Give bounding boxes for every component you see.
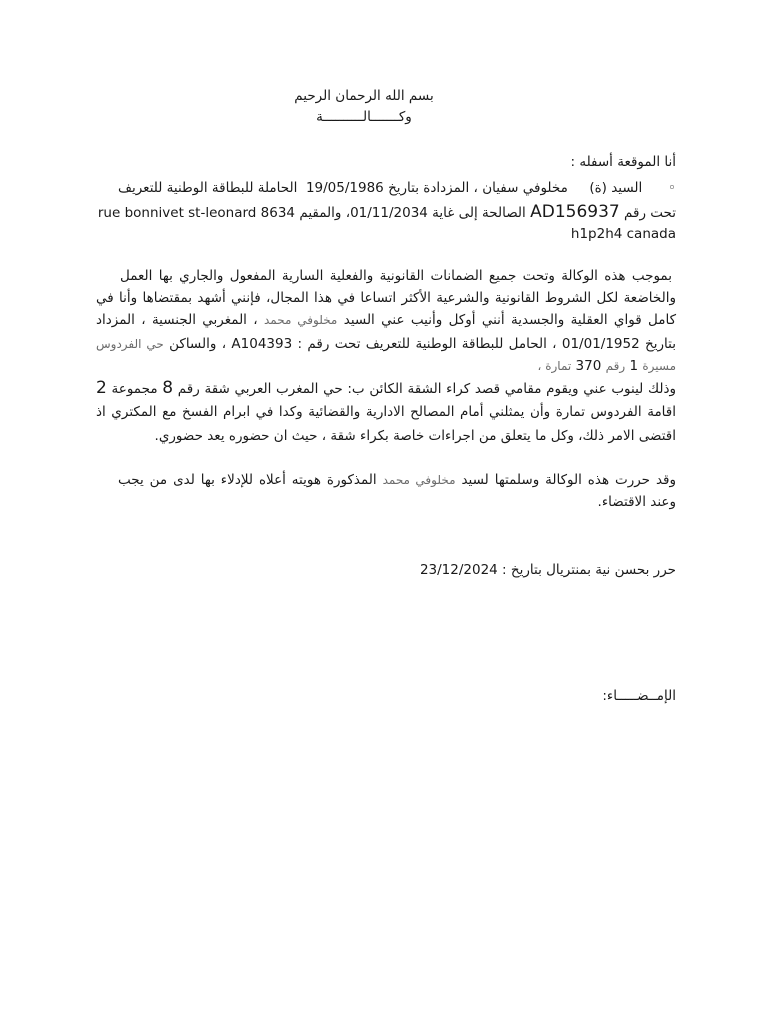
agent-address-num2: 370 bbox=[575, 358, 602, 374]
p2-apartment-number: 8 bbox=[162, 378, 174, 398]
p3-line1-a: وقد حررت هذه الوكالة وسلمتها لسيد bbox=[461, 472, 677, 488]
principal-valid-date: 01/11/2034 bbox=[350, 205, 428, 221]
signature-label: الإمــضـــــاء: bbox=[602, 688, 676, 704]
principal-id-number: AD156937 bbox=[530, 202, 620, 222]
id-holder-text: الحاملة للبطاقة الوطنية للتعريف bbox=[118, 180, 298, 196]
agent-name: مخلوفي محمد bbox=[264, 313, 338, 327]
person-title: السيد (ة) bbox=[589, 180, 643, 196]
bullet-icon: ◦ bbox=[668, 180, 676, 196]
address-line1: rue bonnivet st-leonard 8634 bbox=[97, 205, 296, 221]
principal-birth-date: 19/05/1986 bbox=[305, 180, 384, 196]
body-p3-line2: وعند الاقتضاء. bbox=[597, 494, 676, 510]
written-at-line bbox=[420, 560, 676, 580]
p1-line3-b: ، المغربي الجنسية ، المزداد bbox=[96, 312, 258, 328]
body-p1-line4 bbox=[96, 334, 676, 354]
p1-line4-c: ، والساكن bbox=[169, 336, 227, 352]
agent-birth-date: 01/01/1952 bbox=[561, 336, 640, 352]
undersigned-label: أنا الموقعة أسفله : bbox=[570, 154, 676, 170]
document-title: وكـــــــالــــــــــة bbox=[316, 109, 412, 125]
p1-line4-a: بتاريخ bbox=[645, 336, 676, 352]
body-p1-line3 bbox=[96, 310, 676, 330]
written-date: 23/12/2024 bbox=[419, 562, 498, 578]
body-p3-line1 bbox=[118, 470, 676, 490]
p2-group-number: 2 bbox=[96, 378, 107, 398]
p2-line1-a: وذلك لينوب عني ويقوم مقامي قصد كراء الشقة الكائن ب: حي المغرب العربي شقة رقم bbox=[177, 381, 677, 397]
p2-line1-b: مجموعة bbox=[111, 381, 158, 397]
agent-address-b: مسيرة bbox=[642, 359, 676, 373]
agent-address-num1: 1 bbox=[629, 358, 639, 374]
address-line2: h1p2h4 canada bbox=[570, 226, 676, 242]
agent-address-district: حي الفردوس bbox=[96, 337, 164, 351]
body-p1-line1: بموجب هذه الوكالة وتحت جميع الضمانات القانونية والفعلية السارية المفعول والجاري بها العمل bbox=[120, 268, 672, 284]
residence-prefix: ، والمقيم bbox=[299, 205, 351, 221]
principal-line bbox=[110, 178, 676, 198]
id-prefix: تحت رقم bbox=[624, 205, 676, 221]
body-p2-line2: اقامة الفردوس تمارة وأن يمثلني أمام المصالح الادارية والقضائية وكدا في ابرام الفسخ مع المكتري اذ bbox=[96, 404, 676, 420]
agent-address-c: رقم bbox=[605, 359, 626, 373]
principal-id-line bbox=[98, 202, 676, 223]
document-basmala: بسم الله الرحمان الرحيم bbox=[294, 88, 434, 104]
birth-prefix: ، المزدادة بتاريخ bbox=[388, 180, 478, 196]
p1-line3-a: كامل قواي العقلية والجسدية أنني أوكل وأنيب عني السيد bbox=[343, 312, 677, 328]
p3-agent-name: مخلوفي محمد bbox=[382, 473, 456, 487]
body-p2-line3: اقتضى الامر ذلك، وكل ما يتعلق من اجراءات خاصة بكراء شقة ، حيث ان حضوره يعد حضوري. bbox=[154, 428, 676, 444]
body-p1-line2: والخاضعة لكل الشروط القانونية والشرعية الأكثر اتساعا في هذا المجال، فإنني أشهد بمقتضاها وأنا في bbox=[96, 290, 676, 306]
written-prefix: حرر بحسن نية بمنتريال بتاريخ : bbox=[502, 562, 676, 578]
agent-id-number: A104393 bbox=[231, 336, 293, 352]
valid-prefix: الصالحة إلى غاية bbox=[432, 205, 526, 221]
p3-line1-b: المذكورة هويته أعلاه للإدلاء بها لدى من يجب bbox=[118, 472, 377, 488]
p1-line4-b: ، الحامل للبطاقة الوطنية للتعريف تحت رقم : bbox=[297, 336, 557, 352]
agent-address-d: تمارة ، bbox=[537, 359, 572, 373]
body-p2-line1 bbox=[96, 378, 676, 399]
principal-name: مخلوفي سفيان bbox=[482, 180, 568, 196]
agent-address-line bbox=[538, 356, 676, 376]
